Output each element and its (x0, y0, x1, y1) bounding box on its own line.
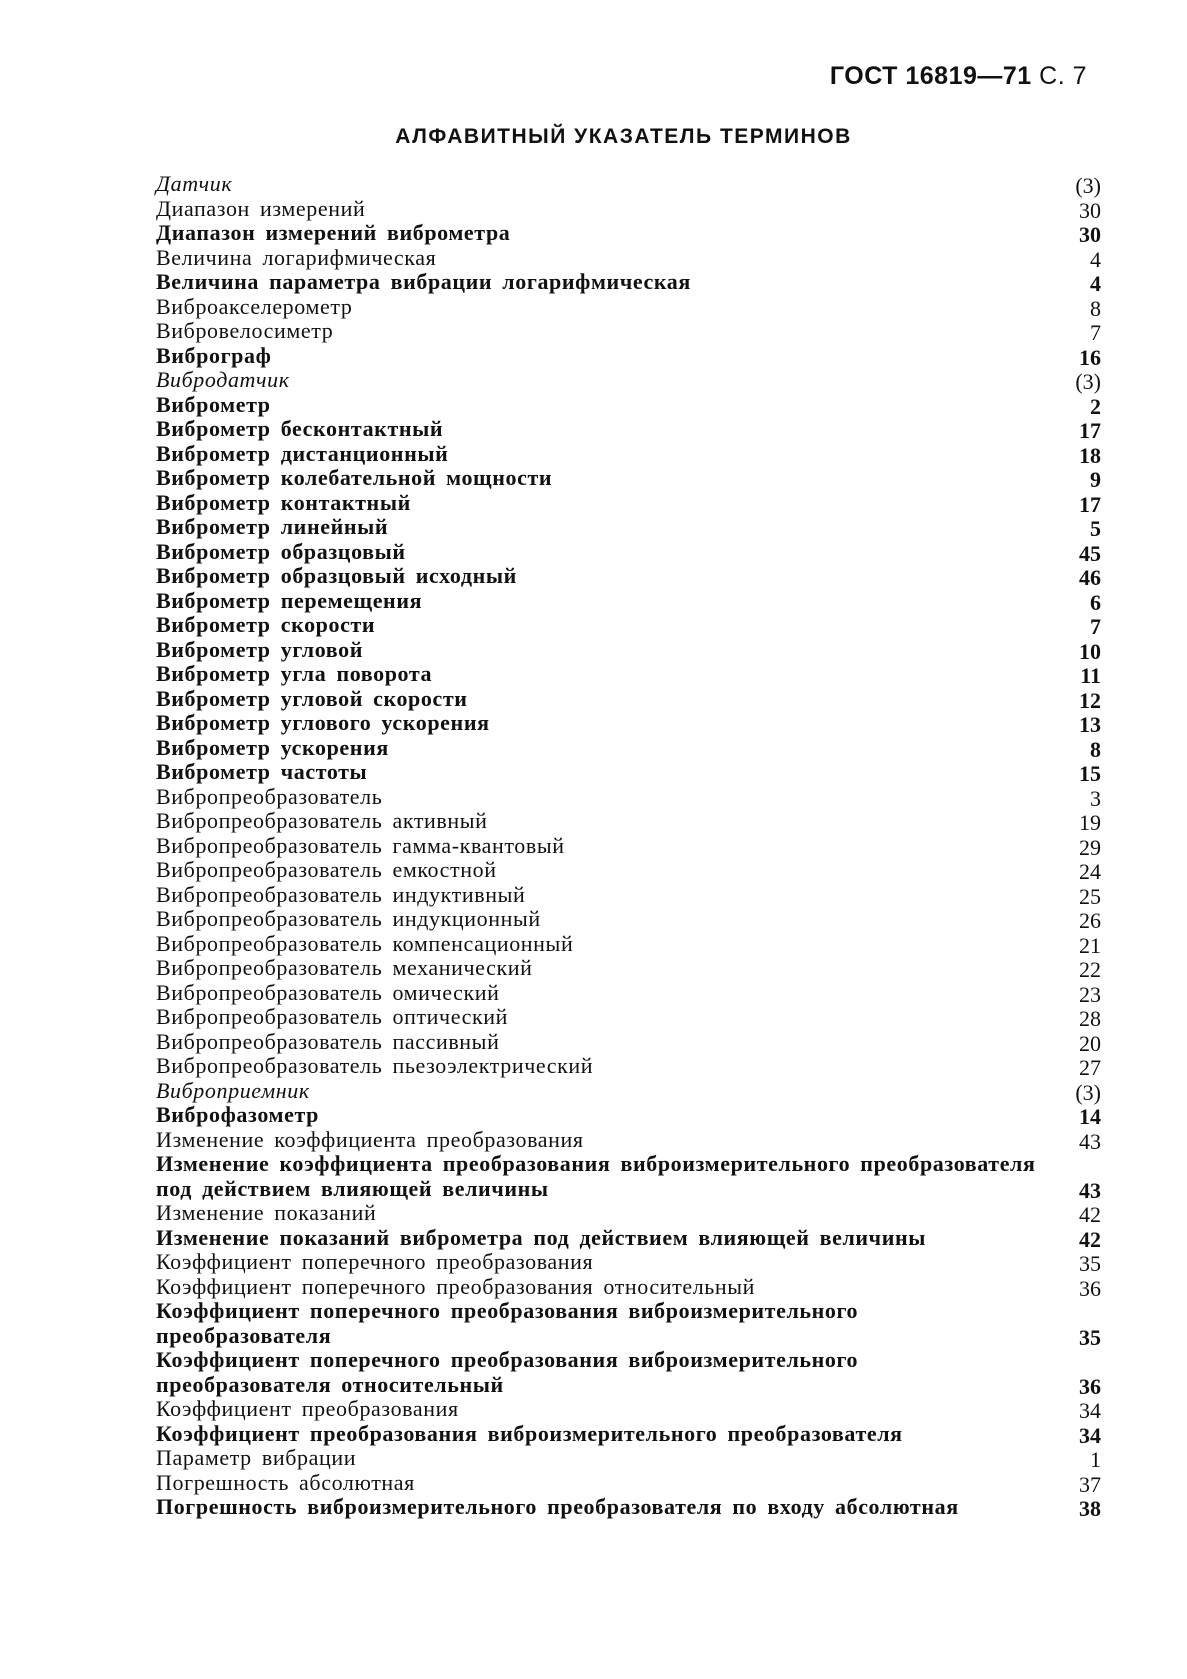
index-term-number: 42 (1079, 1202, 1101, 1227)
index-entry (156, 319, 1101, 344)
index-term: Погрешность виброизмерительного преобразователя по входу абсолютная (156, 1494, 959, 1519)
index-term-number: 15 (1079, 761, 1101, 786)
index-entry (156, 1495, 1101, 1520)
index-entry (156, 1226, 1101, 1251)
index-term: Коэффициент поперечного преобразования виброизмерительного преобразователя относительный (156, 1347, 859, 1397)
index-term: Вибропреобразователь пассивный (156, 1028, 500, 1054)
index-entry (156, 172, 1101, 197)
index-term-number: 36 (1079, 1373, 1101, 1399)
index-term: Виброграф (156, 342, 272, 368)
index-entry (156, 785, 1101, 810)
index-term-number: 5 (1090, 516, 1101, 541)
index-term-number: 43 (1079, 1128, 1101, 1154)
index-term-number: (3) (1075, 173, 1101, 198)
index-entry (156, 981, 1101, 1006)
index-term: Виброметр угловой (156, 636, 364, 662)
index-term-number: 30 (1079, 222, 1101, 247)
index-term-number: 21 (1079, 932, 1101, 958)
index-term-number: 25 (1079, 883, 1101, 909)
index-term: Виброфазометр (156, 1102, 319, 1127)
index-term-number: (3) (1075, 1079, 1101, 1105)
standard-code: ГОСТ 16819—71 (829, 62, 1032, 90)
index-term: Виброметр образцовый исходный (156, 563, 517, 588)
index-term: Коэффициент поперечного преобразования виброизмерительного преобразователя (156, 1298, 859, 1348)
index-entry (156, 1275, 1101, 1300)
index-entry (156, 1250, 1101, 1275)
index-term: Виброметр ускорения (156, 734, 389, 760)
index-term-number: 14 (1079, 1104, 1101, 1129)
index-term-number: 16 (1079, 344, 1101, 370)
index-entry (156, 1054, 1101, 1079)
index-entry (156, 564, 1101, 589)
index-term: Вибровелосиметр (156, 318, 334, 343)
index-term: Виброметр дистанционный (156, 440, 449, 466)
index-term-number: 27 (1079, 1055, 1101, 1080)
index-term: Виброметр угловой скорости (156, 685, 468, 711)
index-term-number: 10 (1079, 638, 1101, 664)
index-term: Изменение коэффициента преобразования виброизмерительного преобразователя под действием влияющей величины (156, 1151, 1036, 1201)
index-term: Вибропреобразователь емкостной (156, 857, 497, 882)
index-term-number: 17 (1079, 418, 1101, 443)
index-term: Вибропреобразователь индукционный (156, 906, 541, 931)
index-term-number: 45 (1079, 540, 1101, 566)
index-entry (156, 809, 1101, 834)
index-entry (156, 907, 1101, 932)
index-term-number: 4 (1090, 246, 1101, 272)
term-index-list (156, 172, 1101, 1520)
index-term-number: 20 (1079, 1030, 1101, 1056)
index-term-number: 2 (1090, 393, 1101, 419)
index-term-number: 46 (1079, 565, 1101, 590)
index-entry (156, 662, 1101, 687)
index-term-number: 34 (1079, 1398, 1101, 1423)
index-term-number: 42 (1079, 1226, 1101, 1252)
index-term: Коэффициент поперечного преобразования относительный (156, 1273, 756, 1299)
index-entry (156, 1005, 1101, 1030)
index-term: Вибропреобразователь омический (156, 979, 500, 1005)
index-entry (156, 687, 1101, 712)
index-term: Виброметр бесконтактный (156, 416, 444, 441)
index-term-number: 3 (1090, 785, 1101, 811)
index-term: Вибродатчик (156, 367, 290, 392)
index-term: Виброметр угла поворота (156, 661, 433, 686)
index-term: Вибропреобразователь индуктивный (156, 881, 526, 907)
index-entry (156, 932, 1101, 957)
index-term: Виброметр перемещения (156, 587, 423, 613)
index-entry (156, 221, 1101, 246)
index-entry (156, 246, 1101, 271)
index-entry (156, 1446, 1101, 1471)
index-entry (156, 1397, 1101, 1422)
index-term: Виброметр колебательной мощности (156, 465, 553, 490)
index-entry (156, 613, 1101, 638)
index-entry (156, 1422, 1101, 1447)
index-term: Виброприемник (156, 1077, 310, 1103)
index-term: Виброметр контактный (156, 489, 411, 515)
index-term: Датчик (156, 171, 233, 196)
index-entry (156, 1471, 1101, 1496)
index-term: Коэффициент преобразования виброизмерительного преобразователя (156, 1420, 903, 1446)
index-term-number: 29 (1079, 834, 1101, 860)
index-term-number: 38 (1079, 1496, 1101, 1521)
index-term: Вибропреобразователь оптический (156, 1004, 509, 1029)
page-header (830, 62, 1087, 91)
index-term: Коэффициент поперечного преобразования (156, 1249, 594, 1274)
index-entry (156, 344, 1101, 369)
index-term: Вибропреобразователь активный (156, 808, 488, 833)
index-entry (156, 638, 1101, 663)
index-term: Изменение коэффициента преобразования (156, 1126, 584, 1152)
index-term: Вибропреобразователь механический (156, 955, 533, 980)
index-term-number: 22 (1079, 957, 1101, 982)
index-term: Вибропреобразователь пьезоэлектрический (156, 1053, 594, 1078)
index-term-number: 11 (1080, 663, 1101, 688)
index-term-number: 19 (1079, 810, 1101, 835)
index-term-number: 37 (1079, 1471, 1101, 1497)
index-entry (156, 1152, 1101, 1201)
index-entry (156, 883, 1101, 908)
index-entry (156, 368, 1101, 393)
index-entry (156, 956, 1101, 981)
index-entry (156, 1030, 1101, 1055)
index-term: Виброметр образцовый (156, 538, 406, 564)
index-entry (156, 515, 1101, 540)
index-term: Виброметр углового ускорения (156, 710, 490, 735)
index-term: Виброметр (156, 391, 271, 417)
index-term-number: 6 (1090, 589, 1101, 615)
index-entry (156, 417, 1101, 442)
page-title: АЛФАВИТНЫЙ УКАЗАТЕЛЬ ТЕРМИНОВ (395, 125, 852, 148)
index-term: Погрешность абсолютная (156, 1469, 415, 1495)
index-entry (156, 834, 1101, 859)
page-number: С. 7 (1039, 62, 1087, 90)
index-term: Виброакселерометр (156, 293, 353, 319)
index-term-number: 1 (1090, 1447, 1101, 1472)
index-entry (156, 858, 1101, 883)
index-term: Коэффициент преобразования (156, 1396, 459, 1421)
index-term: Изменение показаний виброметра под действием влияющей величины (156, 1224, 927, 1250)
index-entry (156, 1299, 1101, 1348)
index-entry (156, 197, 1101, 222)
index-term-number: 13 (1079, 712, 1101, 737)
index-term: Вибропреобразователь компенсационный (156, 930, 574, 956)
index-term: Вибропреобразователь (156, 783, 383, 809)
index-term: Виброметр частоты (156, 759, 368, 784)
index-term-number: 30 (1079, 197, 1101, 223)
index-term-number: 8 (1090, 736, 1101, 762)
index-term-number: 34 (1079, 1422, 1101, 1448)
index-term-number: 8 (1090, 295, 1101, 321)
index-term-number: 26 (1079, 908, 1101, 933)
index-entry (156, 491, 1101, 516)
index-entry (156, 1201, 1101, 1226)
index-entry (156, 540, 1101, 565)
index-entry (156, 1103, 1101, 1128)
index-entry (156, 442, 1101, 467)
index-term-number: 35 (1079, 1251, 1101, 1276)
index-term-number: 18 (1079, 442, 1101, 468)
index-entry (156, 736, 1101, 761)
index-term-number: 24 (1079, 859, 1101, 884)
index-entry (156, 295, 1101, 320)
index-entry (156, 270, 1101, 295)
index-term: Изменение показаний (156, 1200, 377, 1225)
index-term-number: 7 (1090, 614, 1101, 639)
index-term-number: 43 (1079, 1177, 1101, 1203)
index-term: Величина параметра вибрации логарифмическая (156, 269, 691, 294)
index-entry (156, 760, 1101, 785)
index-term: Вибропреобразователь гамма-квантовый (156, 832, 565, 858)
index-term-number: 17 (1079, 491, 1101, 517)
index-term-number: (3) (1075, 369, 1101, 394)
index-entry (156, 1128, 1101, 1153)
index-term-number: 28 (1079, 1006, 1101, 1031)
index-term: Диапазон измерений виброметра (156, 220, 511, 245)
index-entry (156, 393, 1101, 418)
index-entry (156, 1079, 1101, 1104)
index-term: Величина логарифмическая (156, 244, 437, 270)
index-term: Диапазон измерений (156, 195, 366, 221)
index-term-number: 7 (1090, 320, 1101, 345)
index-term-number: 4 (1090, 271, 1101, 296)
index-entry (156, 466, 1101, 491)
index-term-number: 35 (1079, 1324, 1101, 1350)
index-term: Параметр вибрации (156, 1445, 357, 1470)
index-term-number: 9 (1090, 467, 1101, 492)
index-entry (156, 589, 1101, 614)
index-term: Виброметр линейный (156, 514, 389, 539)
index-term-number: 23 (1079, 981, 1101, 1007)
index-term: Виброметр скорости (156, 612, 376, 637)
index-term-number: 12 (1079, 687, 1101, 713)
index-term-number: 36 (1079, 1275, 1101, 1301)
index-entry (156, 711, 1101, 736)
index-entry (156, 1348, 1101, 1397)
